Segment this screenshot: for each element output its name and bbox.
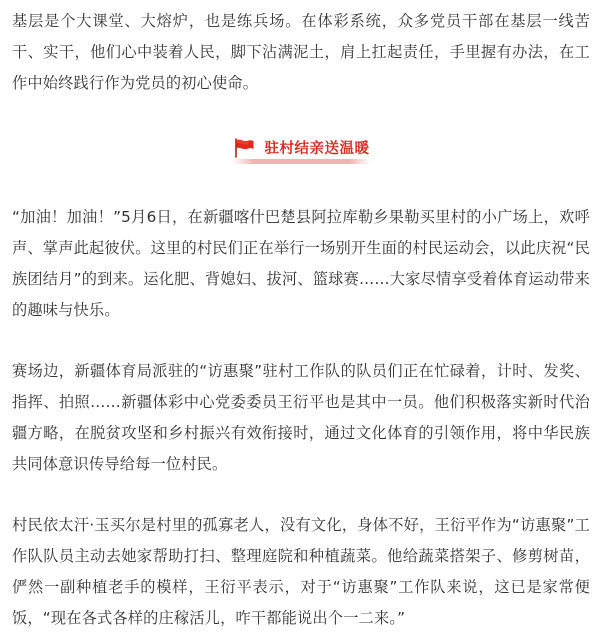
paragraph-intro: 基层是个大课堂、大熔炉，也是练兵场。在体彩系统，众多党员干部在基层一线苦干、实干，他们心中装着人民，脚下沾满泥土，肩上扛起责任，手里握有办法，在工作中始终践行作为党员的初心使命。	[12, 12, 590, 92]
paragraph-work-team: 赛场边，新疆体育局派驻的“访惠聚”驻村工作队的队员们正在忙碌着，计时、发奖、指挥、拍照……新疆体彩中心党委委员王衍平也是其中一员。他们积极落实新时代治疆方略，在脱贫攻坚和乡村振兴有效衔接时，通过文化体育的引领作用，将中华民族共同体意识传导给每一位村民。	[12, 362, 590, 473]
section-heading	[12, 137, 590, 164]
paragraph-villager-help: 村民依太汗·玉买尔是村里的孤寡老人，没有文化，身体不好，王衍平作为“访惠聚”工作队队员主动去她家帮助打扫、整理庭院和种植蔬菜。他给蔬菜搭架子、修剪树苗，俨然一副种植老手的模样，王衍平表示，对于“访惠聚”工作队来说，这已是家常便饭，“现在各式各样的庄稼活儿，咋干都能说出个一二来。”	[12, 516, 590, 627]
article-body	[12, 6, 590, 634]
section-heading-inner	[233, 137, 370, 164]
paragraph-sports-meet: “加油！加油！”5月6日，在新疆喀什巴楚县阿拉库勒乡果勒买里村的小广场上，欢呼声、掌声此起彼伏。这里的村民们正在举行一场别开生面的村民运动会，以此庆祝“民族团结月”的到来。运化肥、背媳妇、拔河、篮球赛……大家尽情享受着体育运动带来的趣味与快乐。	[12, 208, 590, 319]
section-title-underline	[233, 159, 370, 164]
red-flag-icon	[233, 138, 255, 158]
section-title-text: 驻村结亲送温暖	[264, 141, 370, 157]
